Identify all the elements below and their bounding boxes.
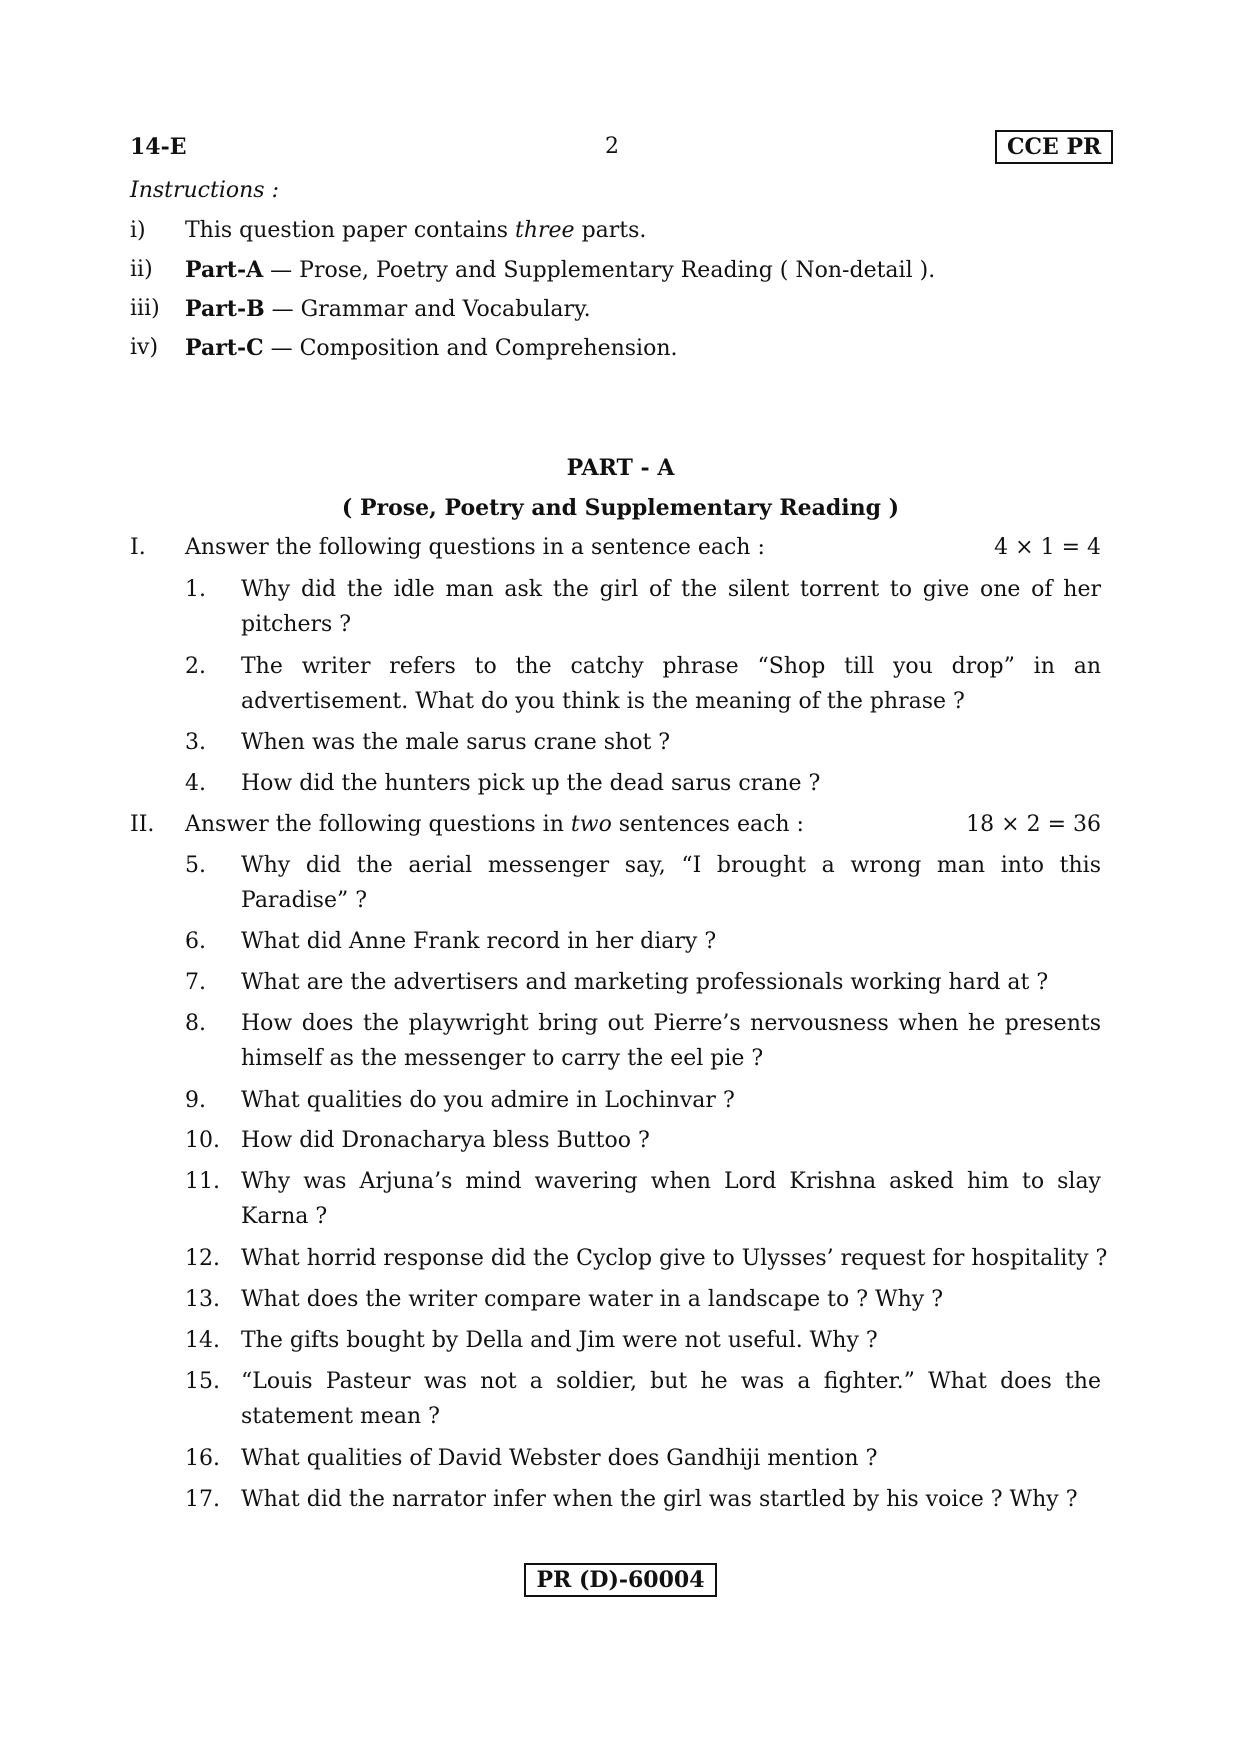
question-number: 1. <box>185 577 206 602</box>
instruction-text: Part-C — Composition and Comprehension. <box>185 335 678 361</box>
question-text: What horrid response did the Cyclop give to Ulysses’ request for hospitality ? <box>241 1246 1108 1271</box>
section-2-roman: II. <box>130 812 155 837</box>
question-text-cont: advertisement. What do you think is the meaning of the phrase ? <box>241 689 965 714</box>
section-1-heading: Answer the following questions in a sentence each : <box>185 535 765 560</box>
question-text: The gifts bought by Della and Jim were not useful. Why ? <box>241 1328 878 1353</box>
question-number: 9. <box>185 1088 206 1113</box>
question-text: How did Dronacharya bless Buttoo ? <box>241 1128 650 1153</box>
question-number: 2. <box>185 654 206 679</box>
question-text-cont: pitchers ? <box>241 612 352 637</box>
part-a-subtitle: ( Prose, Poetry and Supplementary Reading ) <box>341 495 900 521</box>
instructions-title: Instructions : <box>130 178 279 203</box>
part-a-title: PART - A <box>566 455 675 481</box>
question-text: What qualities of David Webster does Gandhiji mention ? <box>241 1446 878 1471</box>
question-text: Why did the aerial messenger say, “I brought a wrong man into this <box>241 853 1101 878</box>
question-text: What qualities do you admire in Lochinvar ? <box>241 1088 735 1113</box>
question-number: 5. <box>185 853 206 878</box>
question-text: The writer refers to the catchy phrase “Shop till you drop” in an <box>241 654 1101 679</box>
question-number: 7. <box>185 970 206 995</box>
section-1-roman: I. <box>130 535 146 560</box>
question-text: “Louis Pasteur was not a soldier, but he was a fighter.” What does the <box>241 1369 1101 1394</box>
question-text: What did the narrator infer when the girl was startled by his voice ? Why ? <box>241 1487 1078 1512</box>
header-box-label: CCE PR <box>995 130 1113 164</box>
instruction-text: Part-B — Grammar and Vocabulary. <box>185 296 591 322</box>
instruction-num: i) <box>130 218 146 243</box>
question-number: 8. <box>185 1011 206 1036</box>
instruction-num: iii) <box>130 296 160 321</box>
question-number: 13. <box>185 1287 220 1312</box>
question-number: 11. <box>185 1169 220 1194</box>
footer-code: PR (D)-60004 <box>524 1563 716 1597</box>
question-number: 6. <box>185 929 206 954</box>
question-text: What are the advertisers and marketing professionals working hard at ? <box>241 970 1049 995</box>
question-text-cont: Karna ? <box>241 1204 328 1229</box>
question-text: How did the hunters pick up the dead sarus crane ? <box>241 771 821 796</box>
question-number: 12. <box>185 1246 220 1271</box>
section-1-marks: 4 × 1 = 4 <box>994 535 1101 560</box>
question-text: Why was Arjuna’s mind wavering when Lord Krishna asked him to slay <box>241 1169 1101 1194</box>
question-text: What does the writer compare water in a landscape to ? Why ? <box>241 1287 944 1312</box>
question-text-cont: himself as the messenger to carry the eel pie ? <box>241 1046 764 1071</box>
question-number: 3. <box>185 730 206 755</box>
question-number: 16. <box>185 1446 220 1471</box>
question-text-cont: Paradise” ? <box>241 888 368 913</box>
question-text: Why did the idle man ask the girl of the silent torrent to give one of her <box>241 577 1101 602</box>
question-text-cont: statement mean ? <box>241 1404 440 1429</box>
footer <box>0 1563 1241 1597</box>
question-number: 4. <box>185 771 206 796</box>
page-number: 2 <box>605 134 619 159</box>
section-2-marks: 18 × 2 = 36 <box>966 812 1101 837</box>
question-text: When was the male sarus crane shot ? <box>241 730 671 755</box>
question-text: What did Anne Frank record in her diary ? <box>241 929 717 954</box>
instruction-text: This question paper contains three parts. <box>185 218 647 243</box>
question-number: 14. <box>185 1328 220 1353</box>
instruction-num: ii) <box>130 257 153 282</box>
paper-code: 14-E <box>130 134 187 160</box>
instruction-num: iv) <box>130 335 159 360</box>
question-number: 17. <box>185 1487 220 1512</box>
instruction-text: Part-A — Prose, Poetry and Supplementary Reading ( Non-detail ). <box>185 257 936 283</box>
question-number: 10. <box>185 1128 220 1153</box>
question-number: 15. <box>185 1369 220 1394</box>
question-text: How does the playwright bring out Pierre’s nervousness when he presents <box>241 1011 1101 1036</box>
section-2-heading: Answer the following questions in two sentences each : <box>185 812 804 837</box>
